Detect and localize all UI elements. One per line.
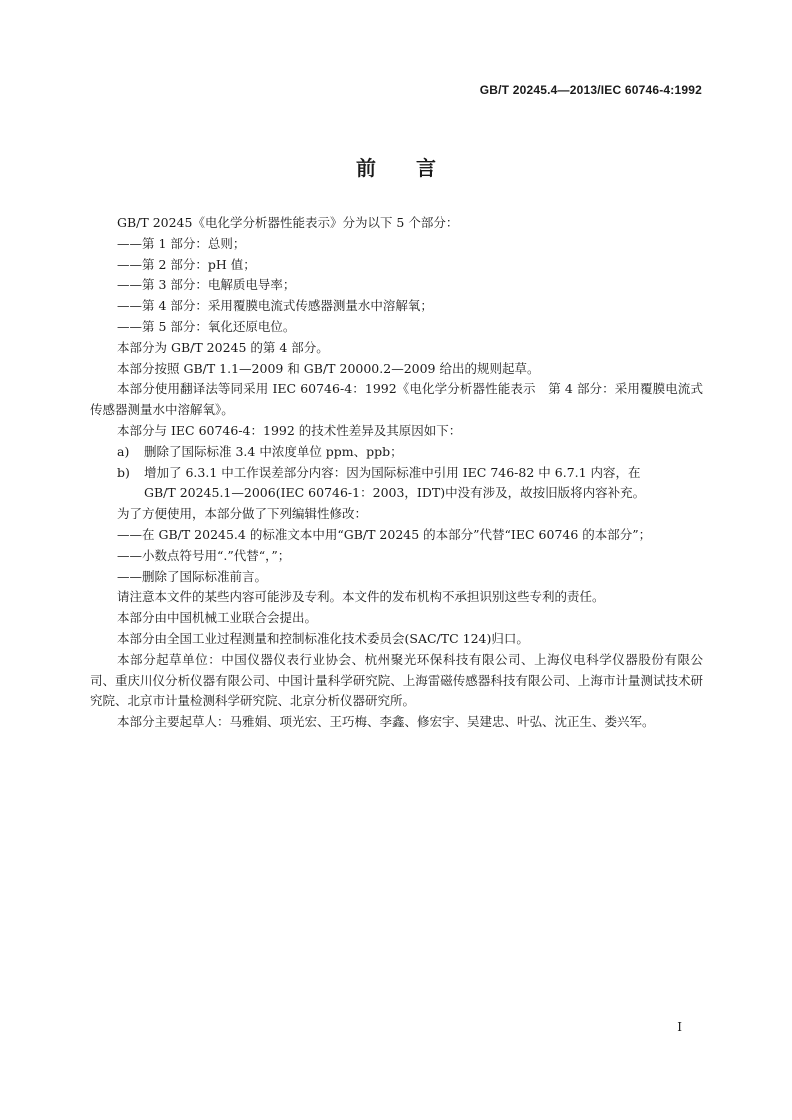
committee-paragraph: 本部分由全国工业过程测量和控制标准化技术委员会(SAC/TC 124)归口。 bbox=[117, 630, 529, 646]
difference-item-b bbox=[90, 463, 703, 505]
page-title: 前言 bbox=[356, 156, 476, 180]
drafting-rules-paragraph: 本部分按照 GB/T 1.1—2009 和 GB/T 20000.2—2009 给出的规则起草。 bbox=[117, 360, 540, 376]
drafters-paragraph: 本部分主要起草人：马雅娟、项光宏、王巧梅、李鑫、修宏宇、吴建忠、叶弘、沈正生、娄兴军。 bbox=[117, 714, 655, 730]
drafting-units-paragraph: 本部分起草单位：中国仪器仪表行业协会、杭州聚光环保科技有限公司、上海仪电科学仪器股份有限公司、重庆川仪分析仪器有限公司、中国计量科学研究院、上海雷磁传感器科技有限公司、上海市计量测试技术研究院、北京市计量检测科学研究院、北京分析仪器研究所。 bbox=[90, 651, 703, 709]
item-b-text-line2: GB/T 20245.1—2006(IEC 60746-1：2003，IDT)中没有涉及，故按旧版将内容补充。 bbox=[144, 485, 646, 501]
foreword-body bbox=[90, 213, 703, 733]
adoption-paragraph: 本部分使用翻译法等同采用 IEC 60746-4：1992《电化学分析器性能表示 第 4 部分：采用覆膜电流式传感器测量水中溶解氧》。 bbox=[90, 381, 703, 418]
item-a-text: 删除了国际标准 3.4 中浓度单位 ppm、ppb； bbox=[144, 443, 403, 459]
part-list-item-5: ——第 5 部分：氧化还原电位。 bbox=[117, 318, 296, 334]
part-list-item-1: ——第 1 部分：总则； bbox=[117, 235, 246, 251]
editorial-item-3: ——删除了国际标准前言。 bbox=[117, 568, 268, 584]
patent-notice: 请注意本文件的某些内容可能涉及专利。本文件的发布机构不承担识别这些专利的责任。 bbox=[117, 589, 605, 605]
part-statement: 本部分为 GB/T 20245 的第 4 部分。 bbox=[117, 339, 329, 355]
part-list-item-4: ——第 4 部分：采用覆膜电流式传感器测量水中溶解氧； bbox=[117, 298, 433, 314]
part-list-item-3: ——第 3 部分：电解质电导率； bbox=[117, 277, 296, 293]
proposer-paragraph: 本部分由中国机械工业联合会提出。 bbox=[117, 610, 318, 626]
editorial-item-2: ——小数点符号用“.”代替“，”； bbox=[117, 547, 291, 563]
page-number: I bbox=[677, 1020, 682, 1034]
editorial-item-1: ——在 GB/T 20245.4 的标准文本中用“GB/T 20245 的本部分”代替“IEC 60746 的本部分”； bbox=[117, 526, 652, 542]
part-list-item-2: ——第 2 部分：pH 值； bbox=[117, 256, 256, 272]
standard-code-header: GB/T 20245.4—2013/IEC 60746-4:1992 bbox=[479, 83, 702, 97]
editorial-intro: 为了方便使用，本部分做了下列编辑性修改： bbox=[117, 506, 368, 522]
item-marker-a: a) bbox=[117, 443, 130, 459]
item-b-text-line1: 增加了 6.3.1 中工作误差部分内容：因为国际标准中引用 IEC 746-82 中 6.7.1 内容，在 bbox=[144, 464, 641, 480]
difference-item-a bbox=[90, 442, 703, 463]
differences-intro: 本部分与 IEC 60746-4：1992 的技术性差异及其原因如下： bbox=[117, 422, 462, 438]
intro-paragraph: GB/T 20245《电化学分析器性能表示》分为以下 5 个部分： bbox=[117, 215, 459, 230]
item-marker-b: b) bbox=[117, 464, 130, 480]
